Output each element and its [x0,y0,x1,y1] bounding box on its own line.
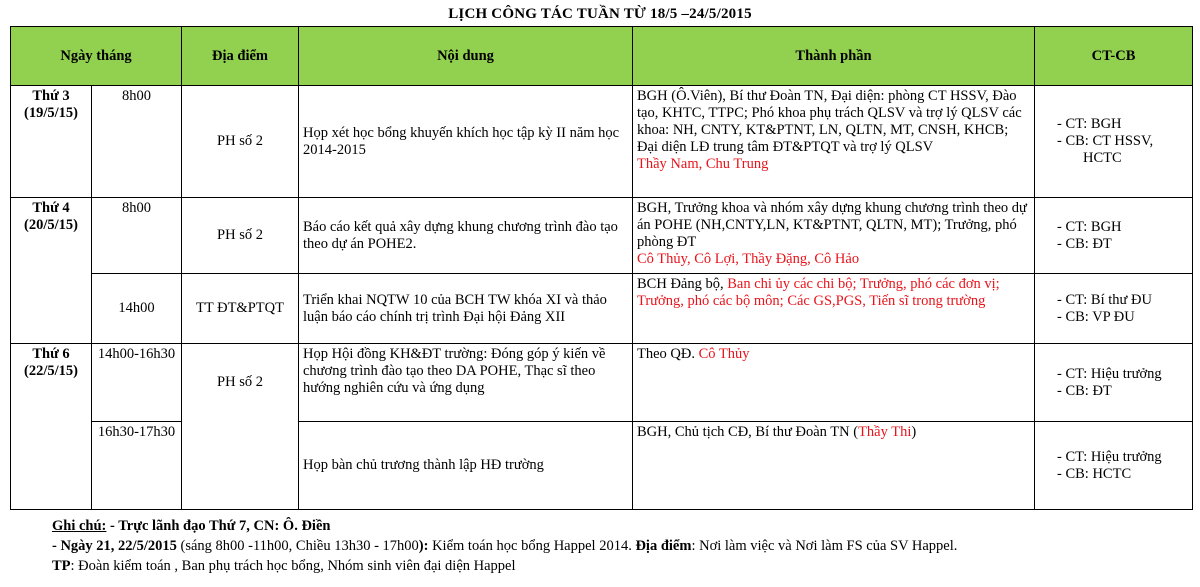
members-text: BGH, Trưởng khoa và nhóm xây dựng khung chương trình theo dự án POHE (NH,CNTY,LN, KT&PTNT, QLTN, MT); Trưởng, phó phòng ĐT [637,200,1027,250]
schedule-table [10,26,1193,510]
notes-audit: Kiểm toán học bổng Happel 2014. [428,538,636,554]
notes-date: - Ngày 21, 22/5/2015 [52,538,177,554]
ctcb-cell [1035,422,1193,510]
cb-text: - CB: ĐT [1057,382,1112,399]
header-ctcb: CT-CB [1035,27,1193,86]
content-cell: Báo cáo kết quả xây dựng khung chương trình đào tạo theo dự án POHE2. [299,198,633,274]
time-cell: 8h00 [92,198,182,274]
members-highlight: Ban chi ủy các chi bộ; Trưởng, phó các đơn vị; Trưởng, phó các bộ môn; Các GS,PGS, Tiến sĩ trong trường [637,276,1000,309]
members-text: BGH (Ô.Viên), Bí thư Đoàn TN, Đại diện: phòng CT HSSV, Đào tạo, KHTC, TTPC; Phó khoa phụ trách QLSV và trợ lý QLSV các khoa: NH, CNTY, KT&PTNT, LN, QLTN, MT, CNSH, KHCB; Đại diện LĐ trung tâm ĐT&PTQT và trợ lý QLSV [637,88,1022,155]
ctcb-cell [1035,344,1193,422]
day-date: (20/5/15) [24,217,78,233]
ct-text: - CT: BGH [1057,116,1122,132]
header-place: Địa điểm [182,27,299,86]
header-row [11,27,1193,86]
page-title: LỊCH CÔNG TÁC TUẦN TỪ 18/5 –24/5/2015 [448,6,752,22]
day-name: Thứ 4 [32,200,70,216]
notes-line-2 [0,536,957,556]
notes-place-label: Địa điểm [635,538,692,554]
members-text: BCH Đảng bộ, [637,276,728,292]
members-highlight: Thầy Nam, Chu Trung [637,156,769,172]
cb-text: - CB: HCTC [1057,465,1132,482]
place-cell: PH số 2 [182,344,299,510]
time-cell: 14h00-16h30 [92,344,182,422]
day-name: Thứ 3 [32,88,70,104]
content-cell: Họp Hội đồng KH&ĐT trường: Đóng góp ý kiến về chương trình đào tạo theo DA POHE, Thạc sĩ theo hướng nghiên cứu và ứng dụng [299,344,633,422]
notes-duty: - Trực lãnh đạo Thứ 7, CN: Ô. Điền [106,518,331,534]
cb-text: - CB: ĐT [1057,235,1112,252]
content-cell: Họp bàn chủ trương thành lập HĐ trường [299,422,633,510]
header-content: Nội dung [299,27,633,86]
members-cell [633,422,1035,510]
members-text: BGH, Chủ tịch CĐ, Bí thư Đoàn TN ( [637,424,859,440]
members-highlight: Cô Thủy, Cô Lợi, Thầy Đặng, Cô Hảo [637,251,860,267]
table-row [11,198,1193,274]
members-text-tail: ) [911,424,917,440]
table-row [11,86,1193,198]
members-highlight: Thầy Thi [858,424,912,440]
day-cell [11,344,92,510]
notes-line-3 [52,556,957,576]
ct-text: - CT: Bí thư ĐU [1057,291,1152,308]
notes-label: Ghi chú: [52,518,107,534]
content-cell: Họp xét học bổng khuyến khích học tập kỳ II năm học 2014-2015 [299,86,633,198]
place-cell: PH số 2 [182,86,299,198]
table-row [11,274,1193,344]
place-cell: TT ĐT&PTQT [182,274,299,344]
day-cell [11,198,92,344]
day-date: (22/5/15) [24,363,78,379]
members-cell [633,274,1035,344]
content-cell: Triển khai NQTW 10 của BCH TW khóa XI và thảo luận báo cáo chính trị trình Đại hội Đảng XII [299,274,633,344]
time-cell: 14h00 [92,274,182,344]
members-text: Theo QĐ. [637,346,699,362]
header-date: Ngày tháng [11,27,182,86]
ctcb-cell [1035,274,1193,344]
place-cell: PH số 2 [182,198,299,274]
cb-text-cont: HCTC [1083,150,1122,166]
ctcb-cell [1035,86,1193,198]
notes-place: : Nơi làm việc và Nơi làm FS của SV Happel. [691,538,958,554]
day-name: Thứ 6 [32,346,70,362]
table-row [11,344,1193,422]
day-cell [11,86,92,198]
cb-text: - CB: CT HSSV, [1057,133,1154,149]
notes [52,516,957,576]
ct-text: - CT: Hiệu trưởng [1057,448,1162,465]
ct-text: - CT: Hiệu trưởng [1057,365,1162,382]
time-cell: 8h00 [92,86,182,198]
members-cell [633,198,1035,274]
notes-time: (sáng 8h00 -11h00, Chiều 13h30 - 17h00 [176,538,419,554]
notes-tp: : Đoàn kiểm toán , Ban phụ trách học bổng, Nhóm sinh viên đại diện Happel [70,558,516,574]
ctcb-cell [1035,198,1193,274]
notes-line-1 [52,516,957,536]
ct-text: - CT: BGH [1057,218,1122,235]
notes-tp-label: TP [52,558,71,574]
day-date: (19/5/15) [24,105,78,121]
time-cell: 16h30-17h30 [92,422,182,510]
header-members: Thành phần [633,27,1035,86]
members-cell [633,344,1035,422]
notes-time-close: ): [418,538,429,554]
members-cell [633,86,1035,198]
cb-text: - CB: VP ĐU [1057,308,1135,325]
members-highlight: Cô Thủy [698,346,750,362]
